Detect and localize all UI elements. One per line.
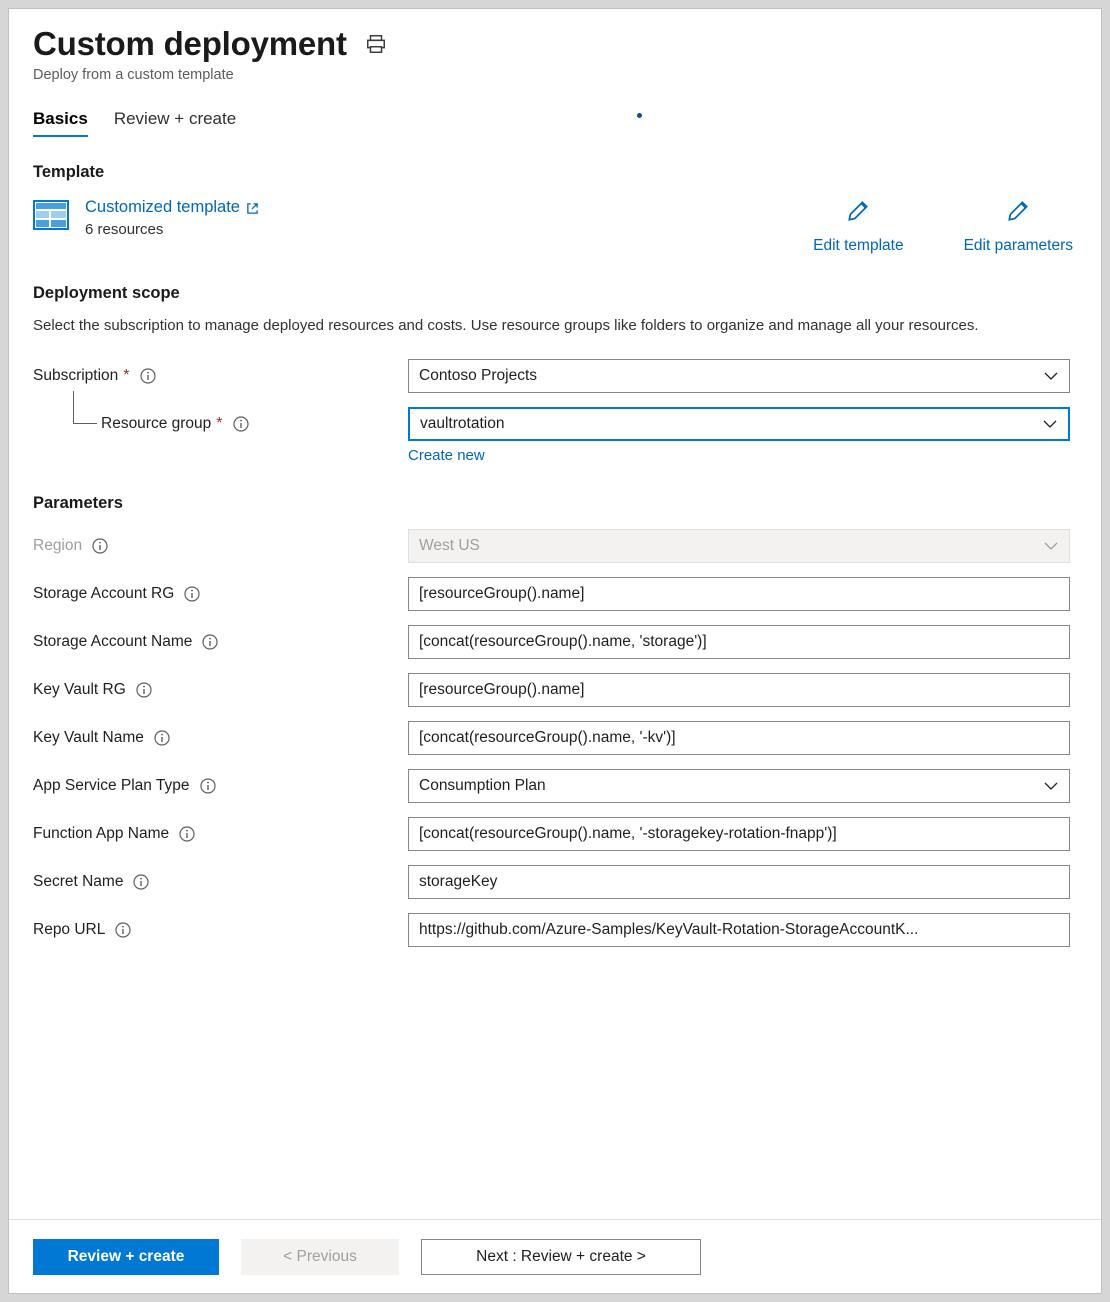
storage-account-rg-input[interactable] xyxy=(408,577,1070,611)
progress-dot-icon xyxy=(637,113,642,118)
edit-template-button[interactable] xyxy=(813,198,903,255)
template-row xyxy=(33,198,1077,258)
info-icon[interactable] xyxy=(92,538,108,554)
tab-review-create[interactable]: Review + create xyxy=(113,109,237,128)
parameter-row-key-vault-name xyxy=(33,721,1077,755)
storage-account-name-label: Storage Account Name xyxy=(33,632,193,650)
key-vault-rg-input[interactable] xyxy=(408,673,1070,707)
storage-account-name-label-group xyxy=(33,633,408,651)
info-icon[interactable] xyxy=(179,826,195,842)
info-icon[interactable] xyxy=(184,586,200,602)
repo-url-value: https://github.com/Azure-Samples/KeyVault-Rotation-StorageAccountK... xyxy=(419,920,919,938)
subscription-label-group xyxy=(33,367,408,385)
key-vault-rg-label-group xyxy=(33,681,408,699)
function-app-name-value: [concat(resourceGroup().name, '-storagekey-rotation-fnapp')] xyxy=(419,824,837,842)
parameter-row-repo-url xyxy=(33,913,1077,947)
header xyxy=(33,25,1077,63)
storage-account-rg-value: [resourceGroup().name] xyxy=(419,584,585,602)
external-link-icon xyxy=(246,201,259,214)
secret-name-label-group xyxy=(33,873,408,891)
subscription-row xyxy=(33,359,1077,393)
region-value: West US xyxy=(419,536,480,554)
info-icon[interactable] xyxy=(200,778,216,794)
create-new-resource-group-link[interactable]: Create new xyxy=(408,446,485,464)
customized-template-label: Customized template xyxy=(85,198,240,216)
resource-group-required-marker: * xyxy=(216,414,223,432)
storage-account-rg-label: Storage Account RG xyxy=(33,584,175,602)
parameters-heading: Parameters xyxy=(33,493,123,512)
deployment-scope-description: Select the subscription to manage deployed resources and costs. Use resource groups like folders to organize and manage all your resources. xyxy=(33,317,979,334)
chevron-down-icon xyxy=(1043,368,1059,384)
info-icon[interactable] xyxy=(140,368,156,384)
resource-group-label: Resource group xyxy=(101,414,212,432)
parameter-row-storage-account-rg xyxy=(33,577,1077,611)
resource-group-select[interactable] xyxy=(408,407,1070,441)
region-select xyxy=(408,529,1070,563)
storage-account-name-value: [concat(resourceGroup().name, 'storage')] xyxy=(419,632,707,650)
custom-deployment-panel xyxy=(8,8,1102,1294)
subscription-required-marker: * xyxy=(123,366,130,384)
subscription-value: Contoso Projects xyxy=(419,366,538,384)
key-vault-name-value: [concat(resourceGroup().name, '-kv')] xyxy=(419,728,676,746)
previous-button: < Previous xyxy=(241,1239,399,1275)
app-service-plan-type-label-group xyxy=(33,777,408,795)
template-icon xyxy=(33,198,71,232)
subscription-select[interactable] xyxy=(408,359,1070,393)
chevron-down-icon xyxy=(1043,778,1059,794)
chevron-down-icon xyxy=(1043,538,1059,554)
info-icon[interactable] xyxy=(136,682,152,698)
edit-parameters-button[interactable] xyxy=(964,198,1073,255)
secret-name-value: storageKey xyxy=(419,872,498,890)
page-title: Custom deployment xyxy=(33,25,347,62)
region-label-group xyxy=(33,537,408,555)
resource-group-row xyxy=(33,407,1077,441)
region-label: Region xyxy=(33,536,83,554)
repo-url-label: Repo URL xyxy=(33,920,106,938)
template-heading: Template xyxy=(33,163,105,181)
key-vault-name-label: Key Vault Name xyxy=(33,728,144,746)
template-resources-count: 6 resources xyxy=(85,221,164,238)
chevron-down-icon xyxy=(1042,416,1058,432)
key-vault-name-input[interactable] xyxy=(408,721,1070,755)
footer-actions xyxy=(9,1219,1101,1293)
resource-group-value: vaultrotation xyxy=(420,414,505,432)
parameter-row-function-app-name xyxy=(33,817,1077,851)
parameter-row-app-service-plan-type xyxy=(33,769,1077,803)
tab-bar xyxy=(33,101,1077,137)
key-vault-rg-label: Key Vault RG xyxy=(33,680,126,698)
key-vault-name-label-group xyxy=(33,729,408,747)
secret-name-label: Secret Name xyxy=(33,872,124,890)
secret-name-input[interactable] xyxy=(408,865,1070,899)
customized-template-link[interactable] xyxy=(85,198,259,217)
function-app-name-label: Function App Name xyxy=(33,824,170,842)
key-vault-rg-value: [resourceGroup().name] xyxy=(419,680,585,698)
info-icon[interactable] xyxy=(133,874,149,890)
info-icon[interactable] xyxy=(115,922,131,938)
info-icon[interactable] xyxy=(233,416,249,432)
repo-url-label-group xyxy=(33,921,408,939)
pencil-icon xyxy=(845,198,871,237)
storage-account-rg-label-group xyxy=(33,585,408,603)
edit-parameters-label: Edit parameters xyxy=(963,237,1073,254)
info-icon[interactable] xyxy=(202,634,218,650)
parameter-row-secret-name xyxy=(33,865,1077,899)
app-service-plan-type-value: Consumption Plan xyxy=(419,776,546,794)
edit-template-label: Edit template xyxy=(813,237,904,254)
function-app-name-input[interactable] xyxy=(408,817,1070,851)
template-actions xyxy=(813,198,1073,255)
storage-account-name-input[interactable] xyxy=(408,625,1070,659)
next-review-create-button[interactable]: Next : Review + create > xyxy=(421,1239,701,1275)
review-create-button[interactable]: Review + create xyxy=(33,1239,219,1275)
tab-basics[interactable]: Basics xyxy=(33,109,88,137)
deployment-scope-heading: Deployment scope xyxy=(33,284,180,302)
print-icon[interactable] xyxy=(365,33,387,55)
panel-content xyxy=(9,9,1101,1219)
parameter-row-region xyxy=(33,529,1077,563)
parameter-row-key-vault-rg xyxy=(33,673,1077,707)
app-service-plan-type-label: App Service Plan Type xyxy=(33,776,190,794)
page-subtitle: Deploy from a custom template xyxy=(33,67,234,83)
function-app-name-label-group xyxy=(33,825,408,843)
pencil-icon xyxy=(1005,198,1031,237)
repo-url-input[interactable] xyxy=(408,913,1070,947)
subscription-label: Subscription xyxy=(33,366,119,384)
parameter-row-storage-account-name xyxy=(33,625,1077,659)
app-service-plan-type-select[interactable] xyxy=(408,769,1070,803)
info-icon[interactable] xyxy=(154,730,170,746)
resource-group-label-group xyxy=(33,415,408,433)
